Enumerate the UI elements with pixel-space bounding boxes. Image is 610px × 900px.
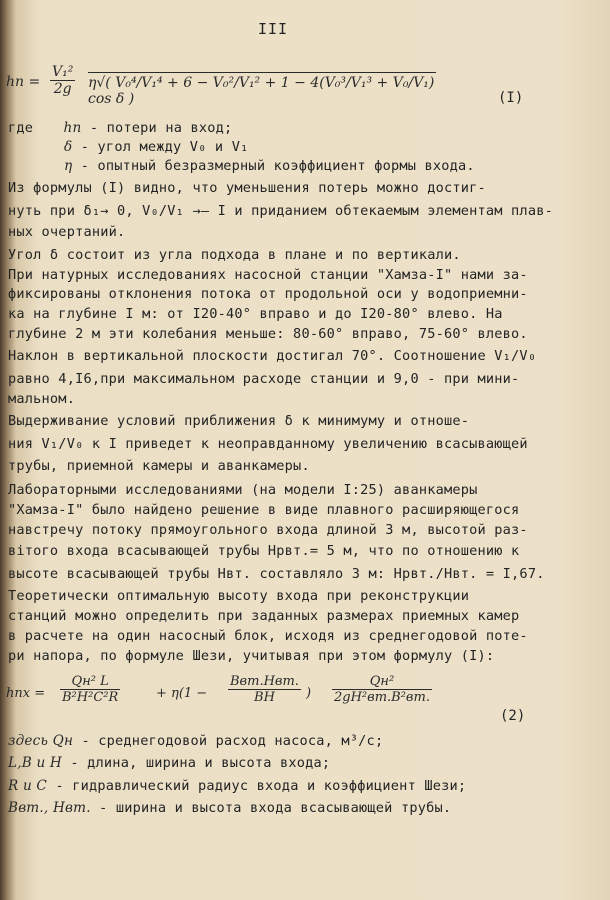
text-line: навстречу потоку прямоугольного входа длиной 3 м, высотой раз- [8, 522, 528, 538]
text-line: равно 4,I6,при максимальном расходе станции и 9,0 - при мини- [8, 371, 520, 387]
legend-prefix: где [8, 120, 34, 136]
formula-1-numerator: V₁² [52, 64, 74, 80]
formula-1-number: (I) [498, 90, 524, 106]
formula-1-fraction [50, 64, 75, 97]
formula-1-denominator: 2g [53, 81, 72, 97]
text-line: ния V₁/V₀ к I приведет к неоправданному увеличению всасывающей [8, 436, 528, 452]
text-line: ных очертаний. [8, 224, 126, 240]
formula-2 [6, 668, 476, 724]
formula-2-term-3-denominator: 2gH²вт.B²вт. [334, 690, 430, 705]
legend-1-row-3 [64, 158, 475, 174]
text-line: При натурных исследованиях насосной станции "Хамза-I" нами за- [8, 267, 528, 283]
text-line: ри напора, по формуле Шези, учитывая при этом формулу (I): [8, 648, 495, 664]
text-line: мальном. [8, 391, 76, 407]
legend-text: - потери на вход; [89, 120, 233, 136]
legend-text: - ширина и высота входа всасывающей трубы. [99, 800, 452, 816]
text-line: вітого входа всасывающей трубы Hрвт.= 5 м, что по отношению к [8, 543, 520, 559]
text-line: Теоретически оптимальную высоту входа при реконструкции [8, 588, 470, 604]
legend-symbol: R и C [8, 778, 48, 794]
legend-2-row-1 [8, 733, 383, 749]
text-line: Наклон в вертикальной плоскости достигал 70°. Соотношение V₁/V₀ [8, 348, 537, 364]
legend-1-row-2 [64, 139, 248, 155]
legend-symbol: η [64, 158, 73, 174]
formula-2-plus: + η(1 − [156, 686, 208, 701]
text-line: трубы, приемной камеры и аванкамеры. [8, 458, 310, 474]
text-line: Угол δ состоит из угла подхода в плане и по вертикали. [8, 247, 461, 263]
legend-symbol: L,B и H [8, 755, 62, 771]
text-line: Выдерживание условий приближения δ к минимуму и отноше- [8, 413, 470, 429]
formula-2-term-1 [60, 674, 120, 705]
formula-2-term-1-denominator: B²H²C²R [62, 690, 119, 705]
text-line: ка на глубине I м: от I20-40° вправо и до I20-80° влево. На [8, 306, 503, 322]
formula-2-term-2 [228, 674, 301, 705]
text-line: Лабораторными исследованиями (на модели I:25) аванкамеры [8, 482, 478, 498]
formula-2-close: ) [306, 686, 312, 701]
formula-2-lhs: hпх = [6, 686, 46, 701]
legend-symbol: hп [63, 120, 82, 136]
legend-2-row-3 [8, 778, 466, 794]
text-line: высоте всасывающей трубы Hвт. составляло 3 м: Hрвт./Hвт. = I,67. [8, 566, 545, 582]
legend-1-row-1 [8, 120, 232, 136]
formula-1-lhs: hп = [6, 74, 41, 90]
text-line: в расчете на один насосный блок, исходя из среднегодовой поте- [8, 628, 528, 644]
text-line: Из формулы (I) видно, что уменьшения потерь можно достиг- [8, 180, 486, 196]
formula-2-term-3-numerator: Qн² [332, 674, 432, 690]
formula-2-term-2-denominator: BH [254, 690, 275, 705]
text-line: глубине 2 м эти колебания меньше: 80-60° вправо, 75-60° влево. [8, 326, 528, 342]
formula-2-term-3 [332, 674, 432, 705]
text-line: фиксированы отклонения потока от продольной оси у водоприемни- [8, 286, 528, 302]
legend-symbol: Bвт., Hвт. [8, 800, 91, 816]
legend-text: - длина, ширина и высота входа; [70, 755, 331, 771]
legend-symbol: δ [64, 139, 73, 155]
legend-symbol: здесь Qн [8, 733, 74, 749]
formula-1-body: η√( V₀⁴/V₁⁴ + 6 − V₀²/V₁² + 1 − 4(V₀³/V₁³ + V₀/V₁) cos δ ) [88, 72, 436, 107]
formula-2-number: (2) [500, 708, 526, 724]
formula-2-term-2-numerator: Bвт.Hвт. [230, 674, 299, 689]
legend-text: - среднегодовой расход насоса, м³/с; [81, 733, 384, 749]
legend-2-row-2 [8, 755, 330, 771]
formula-1 [6, 60, 436, 110]
text-line: станций можно определить при заданных размерах приемных камер [8, 608, 520, 624]
page-number: III [258, 20, 289, 38]
legend-2-row-4 [8, 800, 451, 816]
legend-text: - угол между V₀ и V₁ [80, 139, 249, 155]
legend-text: - гидравлический радиус входа и коэффициент Шези; [55, 778, 467, 794]
legend-text: - опытный безразмерный коэффициент формы входа. [80, 158, 475, 174]
text-line: "Хамза-I" было найдено решение в виде плавного расширяющегося [8, 502, 520, 518]
formula-2-term-1-numerator: Qн² L [60, 674, 120, 690]
text-line: нуть при δ₁→ 0, V₀/V₁ →— I и приданием обтекаемым элементам плав- [8, 203, 553, 219]
